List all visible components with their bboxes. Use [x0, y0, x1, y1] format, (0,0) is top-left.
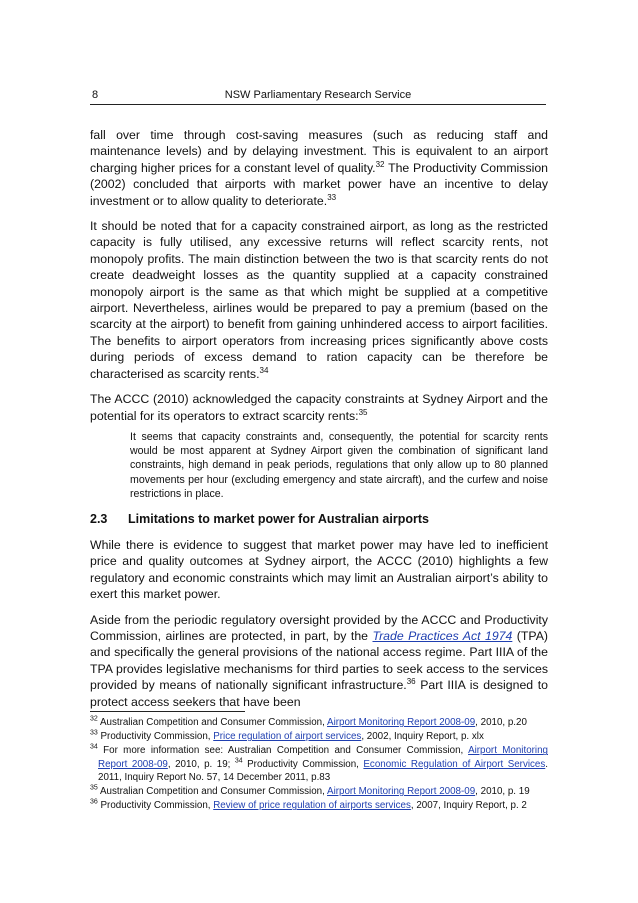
footnote-text: Australian Competition and Consumer Commission,	[97, 786, 328, 798]
footnote-separator	[90, 711, 245, 712]
paragraph-1	[90, 127, 548, 209]
paragraph-3	[90, 391, 548, 424]
footnote-number: 34	[90, 744, 98, 752]
running-header	[90, 88, 546, 105]
paragraph-5-text-a: Aside from the periodic regulatory oversight provided by the ACCC and Productivity Commission, airlines are protected, in part, by the	[90, 612, 548, 643]
footnote-link[interactable]: Economic Regulation of Airport Services	[363, 758, 546, 770]
page-number: 8	[92, 89, 99, 101]
footnote-text: Productivity Commission,	[242, 758, 364, 770]
section-heading	[90, 511, 548, 527]
paragraph-5-text-c: Part IIIA is designed to protect access seekers that have been	[90, 678, 548, 709]
footnote-ref-35[interactable]: 35	[358, 407, 368, 417]
body-text	[90, 127, 548, 719]
footnote-link[interactable]: Price regulation of airport services	[213, 731, 362, 743]
section-number: 2.3	[90, 511, 108, 526]
footnote-ref-34[interactable]: 34	[259, 365, 269, 375]
footnote-text: , 2010, p. 19;	[167, 758, 235, 770]
footnote-ref-32[interactable]: 32	[375, 159, 385, 169]
footnote-36	[90, 799, 548, 812]
footnote-text: For more information see: Australian Competition and Consumer Commission,	[97, 745, 469, 757]
paragraph-5-text-b: (TPA) and specifically the general provisions of the national access regime. Part IIIA of the TPA provides legislative mechanisms for third parties to seek access to the services provided by means of nationally significant infrastructure.	[90, 628, 549, 693]
footnote-text: , 2010, p.20	[475, 717, 527, 728]
footnote-number: 34	[234, 757, 243, 765]
footnote-32	[90, 716, 548, 729]
paragraph-2-text: It should be noted that for a capacity constrained airport, as long as the restricted capacity is fully utilised, any excessive returns will reflect scarcity rents, not monopoly profits. The main distinction between the two is that scarcity rents do not create deadweight losses as the quantity supplied at a capacity constrained monopoly airport is the same as that which might be supplied at a competitive airport. Nevertheless, airlines would be prepared to pay a premium (based on the scarcity at the airport) to benefit from gaining unhindered access to airport facilities. The benefits to airport operators from increasing prices significantly above costs during periods of excess demand to ration capacity can be therefore be characterised as scarcity rents.	[90, 219, 548, 381]
footnote-number: 36	[90, 798, 98, 806]
footnote-link[interactable]: Airport Monitoring Report 2008-09	[98, 745, 548, 770]
footnote-link[interactable]: Review of price regulation of airports services	[213, 800, 411, 812]
footnote-text: , 2002, Inquiry Report, p. xlx	[361, 731, 484, 743]
footnote-text: , 2007, Inquiry Report, p. 2	[410, 800, 527, 812]
footnotes	[90, 716, 548, 813]
footnote-34	[90, 744, 548, 784]
footnote-link[interactable]: Airport Monitoring Report 2008-09	[327, 717, 476, 728]
block-quote: It seems that capacity constraints and, consequently, the potential for scarcity rents would be most apparent at Sydney Airport given the combination of significant land constraints, high demand in peak periods, regulations that only allow up to 80 planned movements per hour (excluding emergency and state aircraft), and the curfew and noise restrictions in place.	[130, 430, 548, 500]
footnote-number: 35	[90, 784, 98, 792]
trade-practices-act-link[interactable]: Trade Practices Act 1974	[372, 628, 513, 643]
paragraph-1-text-a: fall over time through cost-saving measures (such as reducing staff and maintenance levels) and by delaying investment. This is equivalent to an airport charging higher prices for a constant level of quality.	[90, 128, 548, 175]
footnote-text: Productivity Commission,	[97, 731, 214, 743]
paragraph-1-text-b: The Productivity Commission (2002) concluded that airports with market power have an incentive to delay investment or to allow quality to deteriorate.	[90, 160, 548, 208]
paragraph-2	[90, 218, 548, 382]
header-title: NSW Parliamentary Research Service	[224, 89, 412, 101]
footnote-text: Australian Competition and Consumer Commission,	[97, 717, 328, 728]
footnote-number: 33	[90, 729, 98, 737]
section-title: Limitations to market power for Australian airports	[128, 511, 429, 526]
footnote-33	[90, 730, 548, 743]
footnote-link[interactable]: Airport Monitoring Report 2008-09	[327, 786, 476, 798]
footnote-ref-36[interactable]: 36	[406, 677, 416, 687]
footnote-text: Productivity Commission,	[97, 800, 214, 812]
paragraph-5	[90, 612, 548, 710]
footnote-ref-33[interactable]: 33	[327, 192, 337, 202]
footnote-35	[90, 785, 548, 798]
footnote-text: , 2010, p. 19	[475, 786, 530, 798]
paragraph-3-text: The ACCC (2010) acknowledged the capacity constraints at Sydney Airport and the potential for its operators to extract scarcity rents:	[90, 392, 548, 423]
footnote-text: . 2011, Inquiry Report No. 57, 14 December 2011, p.83	[98, 758, 548, 783]
footnote-number: 32	[90, 715, 98, 723]
paragraph-4: While there is evidence to suggest that market power may have led to inefficient price and quality outcomes at Sydney airport, the ACCC (2010) highlights a few regulatory and economic constraints which may limit an Australian airport’s ability to exert this market power.	[90, 537, 548, 602]
